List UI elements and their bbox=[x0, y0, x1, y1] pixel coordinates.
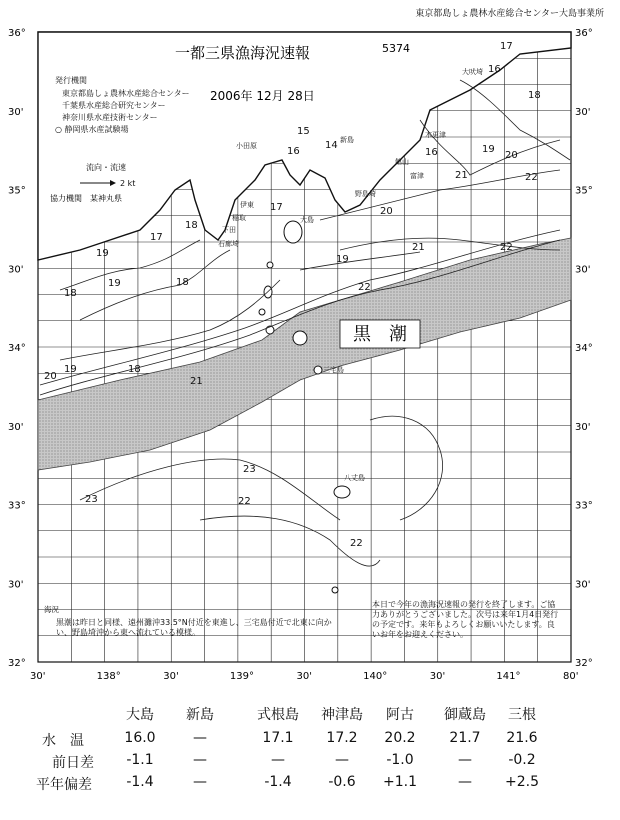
place-label: 三宅島 bbox=[323, 366, 344, 374]
place-label: 新島 bbox=[340, 136, 354, 144]
table-cell: 21.7 bbox=[449, 730, 481, 746]
isotherm-label: 14 bbox=[325, 140, 338, 151]
isotherm-label: 17 bbox=[270, 202, 283, 213]
island-miyakejima bbox=[293, 331, 307, 345]
latitude-label: 30' bbox=[8, 106, 24, 118]
latitude-label: 36° bbox=[8, 28, 26, 39]
table-column-header: 阿古 bbox=[386, 707, 414, 723]
table-column-header: 三根 bbox=[508, 707, 536, 723]
isotherm-label: 17 bbox=[150, 232, 163, 243]
report-title: 一都三県漁海況速報 bbox=[175, 44, 311, 62]
place-label: 稲取 bbox=[232, 214, 246, 222]
table-cell: -0.2 bbox=[508, 752, 536, 768]
table-cell: -1.0 bbox=[386, 752, 414, 768]
isotherm-label: 18 bbox=[185, 220, 198, 231]
isotherm-label: 22 bbox=[525, 172, 538, 183]
place-label: 大吠埼 bbox=[462, 68, 483, 76]
place-label: 伊東 bbox=[240, 201, 254, 209]
isotherm-label: 19 bbox=[482, 144, 495, 155]
island-hachijojima bbox=[334, 486, 350, 498]
notes-block bbox=[44, 604, 59, 614]
issuer-item: 東京都島しょ農林水産総合センター bbox=[62, 89, 190, 98]
table-cell: — bbox=[271, 752, 285, 768]
table-cell: — bbox=[193, 774, 207, 790]
place-label: 富津 bbox=[410, 172, 424, 180]
longitude-label: 141° bbox=[496, 671, 521, 682]
table-cell: — bbox=[193, 752, 207, 768]
island-aogashima bbox=[332, 587, 338, 593]
latitude-label: 32° bbox=[575, 658, 593, 669]
table-cell: +1.1 bbox=[383, 774, 417, 790]
longitude-label: 139° bbox=[229, 671, 254, 682]
island-shikinejima bbox=[259, 309, 265, 315]
kuroshio-label: 黒 潮 bbox=[353, 324, 407, 345]
place-label: 石廊埼 bbox=[218, 240, 239, 248]
table-cell: 21.6 bbox=[506, 730, 538, 746]
longitude-label: 140° bbox=[363, 671, 388, 682]
isotherm-label: 15 bbox=[297, 126, 310, 137]
longitude-label: 30' bbox=[163, 671, 179, 682]
place-label: 木更津 bbox=[425, 131, 446, 139]
isotherm-label: 20 bbox=[380, 206, 393, 217]
latitude-label: 35° bbox=[575, 185, 593, 197]
latitude-label: 36° bbox=[575, 28, 593, 39]
table-cell: 17.1 bbox=[262, 730, 294, 746]
isotherm-label: 21 bbox=[455, 170, 468, 181]
cooperation-label: 協力機関 某神丸県 bbox=[50, 194, 122, 203]
longitude-label: 138° bbox=[96, 671, 121, 682]
table-cell: 20.2 bbox=[384, 730, 416, 746]
isotherm-label: 19 bbox=[336, 254, 349, 265]
place-label: 館山 bbox=[395, 158, 409, 166]
notes-text: 黒潮は昨日と同様、遠州灘沖33.5°N付近を東進し、三宅島付近で北東に向かい、野島埼沖から東へ流れている模様。 bbox=[56, 618, 332, 637]
longitude-label: 80' bbox=[563, 671, 579, 682]
latitude-label: 30' bbox=[575, 421, 591, 433]
table-cell: 17.2 bbox=[326, 730, 358, 746]
latitude-label: 30' bbox=[8, 421, 24, 433]
table-row-label: 前日差 bbox=[52, 755, 94, 771]
latitude-label: 35° bbox=[8, 185, 26, 197]
table-cell: — bbox=[193, 730, 207, 746]
latitude-label: 34° bbox=[575, 343, 593, 354]
latitude-label: 30' bbox=[575, 264, 591, 276]
place-label: 小田原 bbox=[236, 142, 257, 150]
table-cell: 16.0 bbox=[124, 730, 156, 746]
table-cell: +2.5 bbox=[505, 774, 539, 790]
latitude-label: 30' bbox=[575, 106, 591, 118]
longitude-label: 30' bbox=[429, 671, 446, 682]
latitude-label: 34° bbox=[8, 343, 26, 354]
isotherm-label: 20 bbox=[44, 371, 57, 382]
sst-table bbox=[0, 700, 620, 815]
table-cell: — bbox=[458, 752, 472, 768]
isotherm-label: 19 bbox=[108, 278, 121, 289]
isotherm-label: 16 bbox=[425, 147, 438, 158]
isotherm-label: 17 bbox=[500, 41, 513, 52]
latitude-label: 30' bbox=[575, 579, 591, 591]
isotherm-label: 16 bbox=[287, 146, 300, 157]
table-cell: -1.4 bbox=[264, 774, 292, 790]
isotherm-label: 22 bbox=[500, 242, 513, 253]
table-column-header: 式根島 bbox=[257, 707, 299, 723]
isotherm-label: 22 bbox=[358, 282, 371, 293]
longitude-label: 30' bbox=[296, 671, 312, 682]
isotherm-label: 21 bbox=[190, 376, 203, 387]
isotherm-label: 19 bbox=[96, 248, 109, 259]
table-cell: -1.1 bbox=[126, 752, 154, 768]
latitude-label: 33° bbox=[8, 500, 26, 512]
table-cell: — bbox=[335, 752, 349, 768]
isotherm-label: 18 bbox=[128, 364, 141, 375]
issuer-item: ○ 静岡県水産試験場 bbox=[55, 125, 129, 134]
place-label: 下田 bbox=[222, 226, 236, 234]
isotherm-label: 20 bbox=[505, 150, 518, 161]
isotherm-label: 18 bbox=[176, 277, 189, 288]
table-cell: — bbox=[458, 774, 472, 790]
isotherm-label: 18 bbox=[64, 288, 77, 299]
latitude-label: 33° bbox=[575, 500, 593, 512]
table-cell: -0.6 bbox=[328, 774, 356, 790]
isotherm-label: 16 bbox=[488, 64, 501, 75]
org-header: 東京都島しょ農林水産総合センター大島事業所 bbox=[415, 9, 604, 19]
isotherm-label: 19 bbox=[64, 364, 77, 375]
table-column-header: 大島 bbox=[126, 707, 154, 723]
longitude-label: 30' bbox=[30, 671, 46, 682]
isotherm-label: 21 bbox=[412, 242, 425, 253]
isotherm-label: 22 bbox=[350, 538, 363, 549]
isotherm-label: 22 bbox=[238, 496, 251, 507]
table-row-label: 水 温 bbox=[42, 733, 84, 749]
table-column-header: 新島 bbox=[186, 707, 214, 723]
flow-legend-unit: 2 kt bbox=[120, 179, 136, 188]
report-date: 2006年 12月 28日 bbox=[210, 89, 315, 103]
island-oshima bbox=[284, 221, 302, 243]
table-column-header: 御蔵島 bbox=[444, 707, 486, 723]
isotherm-label: 23 bbox=[85, 494, 98, 505]
table-row-label: 平年偏差 bbox=[36, 777, 92, 793]
table-cell: -1.4 bbox=[126, 774, 154, 790]
isotherm-label: 18 bbox=[528, 90, 541, 101]
issuer-item: 神奈川県水産技術センター bbox=[62, 113, 158, 122]
latitude-label: 30' bbox=[8, 264, 24, 276]
place-label: 野島埼 bbox=[355, 190, 376, 198]
latitude-label: 30' bbox=[8, 579, 24, 591]
issuers-heading: 発行機関 bbox=[55, 76, 87, 85]
island-toshima bbox=[267, 262, 273, 268]
latitude-label: 32° bbox=[8, 658, 26, 669]
island-mikurajima bbox=[314, 366, 322, 374]
table-column-header: 神津島 bbox=[321, 707, 363, 723]
issuer-item: 千葉県水産総合研究センター bbox=[62, 101, 166, 110]
place-label: 八丈島 bbox=[344, 474, 365, 482]
flow-legend-label: 流向・流速 bbox=[86, 163, 126, 172]
place-label: 大島 bbox=[300, 216, 314, 224]
notes-heading: 海況 bbox=[44, 605, 59, 614]
report-number: 5374 bbox=[382, 42, 410, 55]
longitude-labels bbox=[30, 671, 578, 682]
closing-notice: 本日で今年の漁海況速報の発行を終了します。ご協力ありがとうございました。次号は来年1月4日発行の予定です。来年もよろしくお願いいたします。良いお年をお迎えください。 bbox=[372, 600, 559, 639]
isotherm-label: 23 bbox=[243, 464, 256, 475]
